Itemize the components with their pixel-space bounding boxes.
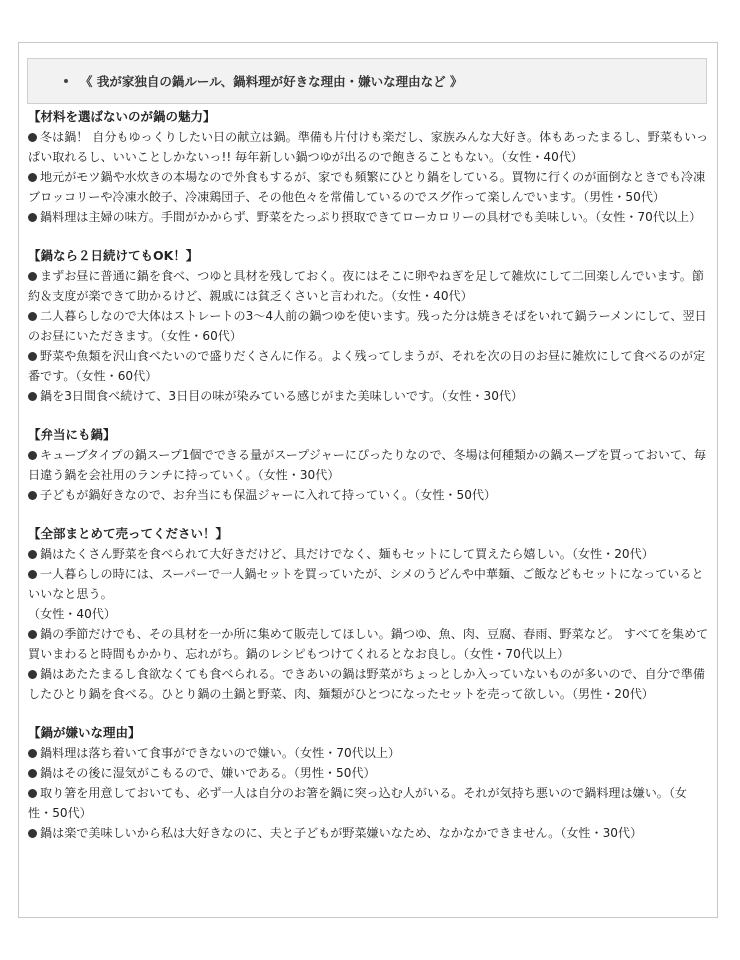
- bullet-icon: [28, 769, 37, 778]
- bullet-icon: [28, 670, 37, 679]
- toc-box: [27, 58, 707, 104]
- bullet-icon: [28, 272, 37, 281]
- list-item: キューブタイプの鍋スープ1個でできる量がスープジャーにぴったりなので、冬場は何種類かの鍋スープを買っておいて、毎日違う鍋を会社用のランチに持っていく。（女性・30代）: [28, 448, 706, 482]
- list-item: 鍋は楽で美味しいから私は大好きなのに、夫と子どもが野菜嫌いなため、なかなかできません。（女性・30代）: [28, 823, 710, 843]
- list-item-continuation: （女性・40代）: [28, 607, 116, 621]
- bullet-icon: [28, 312, 37, 321]
- list-item: 地元がモツ鍋や水炊きの本場なので外食もするが、家でも頻繁にひとり鍋をしている。買物に行くのが面倒なときでも冷凍ブロッコリーや冷凍水餃子、冷凍鶏団子、その他色々を常備しているのでスグ作って楽しんでいます。（男性・50代）: [28, 170, 706, 204]
- toc-bullet-icon: [64, 79, 68, 83]
- bullet-icon: [28, 749, 37, 758]
- bullet-icon: [28, 570, 37, 579]
- section-heading: 【鍋が嫌いな理由】: [28, 725, 141, 740]
- article-content: [28, 107, 710, 862]
- list-item: 鍋料理は主婦の味方。手間がかからず、野菜をたっぷり摂取できてローカロリーの具材でも美味しい。（女性・70代以上）: [28, 207, 710, 227]
- bullet-icon: [28, 392, 37, 401]
- bullet-icon: [28, 829, 37, 838]
- list-item: 鍋はたくさん野菜を食べられて大好きだけど、具だけでなく、麺もセットにして買えたら嬉しい。（女性・20代）: [28, 544, 710, 564]
- bullet-icon: [28, 173, 37, 182]
- list-item: 取り箸を用意しておいても、必ず一人は自分のお箸を鍋に突っ込む人がいる。それが気持ち悪いので鍋料理は嫌い。（女性・50代）: [28, 786, 688, 820]
- bullet-icon: [28, 451, 37, 460]
- list-item: 二人暮らしなので大体はストレートの3〜4人前の鍋つゆを使います。残った分は焼きそばをいれて鍋ラーメンにして、翌日のお昼にいただきます。（女性・60代）: [28, 309, 707, 343]
- section-bento: [28, 425, 710, 505]
- bullet-icon: [28, 550, 37, 559]
- section-two-days: [28, 246, 710, 406]
- list-item: まずお昼に普通に鍋を食べ、つゆと具材を残しておく。夜にはそこに卵やねぎを足して雑炊にして二回楽しんでいます。節約＆支度が楽できて助かるけど、親戚には貧乏くさいと言われた。（女性・40代）: [28, 269, 704, 303]
- section-heading: 【鍋なら２日続けてもOK！】: [28, 248, 199, 263]
- bullet-icon: [28, 133, 37, 142]
- section-dislike: [28, 723, 710, 843]
- bullet-icon: [28, 491, 37, 500]
- section-ingredients: [28, 107, 710, 227]
- bullet-icon: [28, 789, 37, 798]
- list-item: 鍋を3日間食べ続けて、3日目の味が染みている感じがまた美味しいです。（女性・30代）: [28, 386, 710, 406]
- list-item: 鍋の季節だけでも、その具材を一か所に集めて販売してほしい。鍋つゆ、魚、肉、豆腐、春雨、野菜など。 すべてを集めて買いまわると時間もかかり、忘れがち。鍋のレシピもつけてくれるとなお良し。（女性・70代以上）: [28, 627, 709, 661]
- list-item: 冬は鍋！ 自分もゆっくりしたい日の献立は鍋。準備も片付けも楽だし、家族みんな大好き。体もあったまるし、野菜もいっぱい取れるし、いいことしかないっ!! 毎年新しい鍋つゆが出るので飽きることもない。（女性・40代）: [28, 130, 709, 164]
- bullet-icon: [28, 630, 37, 639]
- bullet-icon: [28, 213, 37, 222]
- list-item: 鍋はあたたまるし食欲なくても食べられる。できあいの鍋は野菜がちょっとしか入っていないものが多いので、自分で準備したひとり鍋を食べる。ひとり鍋の土鍋と野菜、肉、麺類がひとつになったセットを売って欲しい。（男性・20代）: [28, 667, 705, 701]
- list-item: 子どもが鍋好きなので、お弁当にも保温ジャーに入れて持っていく。（女性・50代）: [28, 485, 710, 505]
- section-heading: 【全部まとめて売ってください！】: [28, 526, 229, 541]
- section-heading: 【材料を選ばないのが鍋の魅力】: [28, 109, 216, 124]
- section-bundle: [28, 524, 710, 704]
- toc-link[interactable]: 《 我が家独自の鍋ルール、鍋料理が好きな理由・嫌いな理由など 》: [80, 74, 463, 89]
- list-item: 野菜や魚類を沢山食べたいので盛りだくさんに作る。よく残ってしまうが、それを次の日のお昼に雑炊にして食べるのが定番です。（女性・60代）: [28, 349, 706, 383]
- article-frame: [18, 42, 718, 918]
- bullet-icon: [28, 352, 37, 361]
- list-item: 一人暮らしの時には、スーパーで一人鍋セットを買っていたが、シメのうどんや中華麺、ご飯などもセットになっているといいなと思う。: [28, 567, 704, 601]
- section-heading: 【弁当にも鍋】: [28, 427, 116, 442]
- list-item: 鍋料理は落ち着いて食事ができないので嫌い。（女性・70代以上）: [28, 743, 710, 763]
- list-item: 鍋はその後に湿気がこもるので、嫌いである。（男性・50代）: [28, 763, 710, 783]
